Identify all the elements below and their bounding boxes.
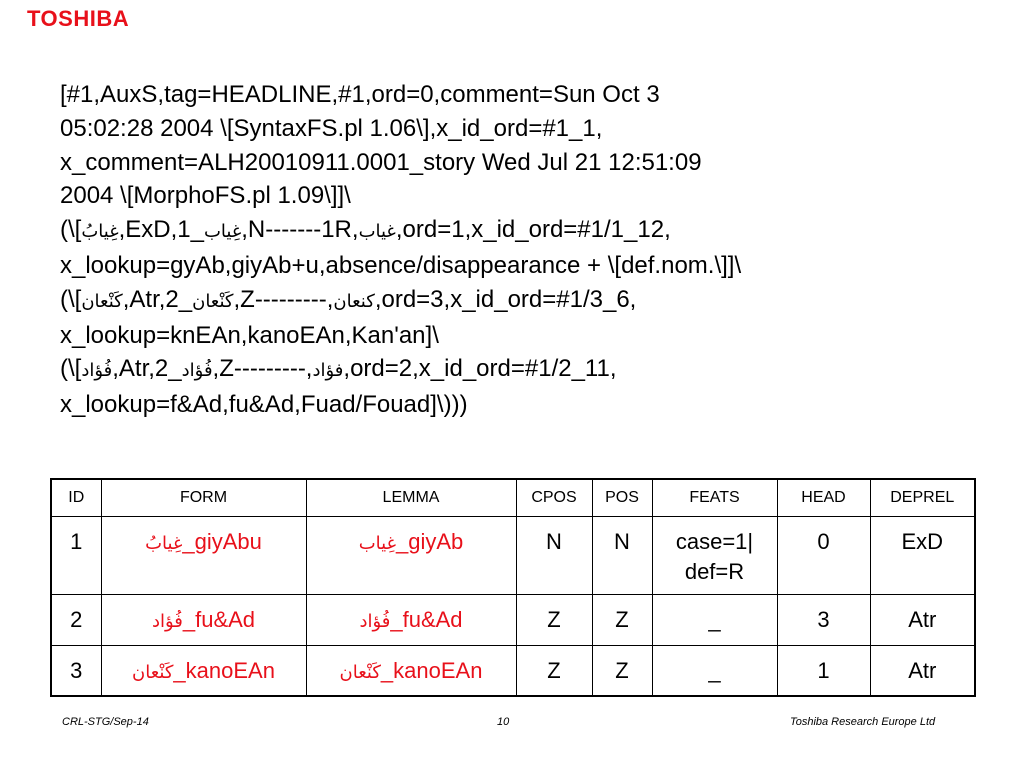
cell-head: 3 (777, 595, 870, 646)
toshiba-logo: TOSHIBA (27, 6, 130, 31)
text-fragment: ,ord=2,x_id_ord=#1/2_11, (343, 355, 617, 383)
cell-lemma (306, 646, 516, 696)
cell-id: 3 (51, 646, 101, 696)
lemma-translit: _fu&Ad (390, 607, 463, 632)
column-header: FEATS (652, 479, 777, 517)
form-translit: _fu&Ad (182, 607, 256, 632)
cell-id: 2 (51, 595, 101, 646)
cell-pos: Z (592, 595, 652, 646)
table-row (51, 646, 975, 696)
cell-deprel: ExD (870, 517, 975, 595)
text-fragment: (\[ (60, 216, 82, 244)
form-translit: _giyAbu (182, 529, 262, 554)
cell-head: 1 (777, 646, 870, 696)
cell-cpos: N (516, 517, 592, 595)
arabic-word: كَنْعان (81, 290, 123, 312)
cell-deprel: Atr (870, 595, 975, 646)
text-line: [#1,AuxS,tag=HEADLINE,#1,ord=0,comment=Sun Oct 3 (60, 81, 660, 108)
arabic-word: فؤاد (312, 360, 344, 382)
arabic-word: فُؤاد (181, 360, 213, 382)
lemma-arabic: غِياب (358, 533, 396, 554)
text-line: x_comment=ALH20010911.0001_story Wed Jul 21 12:51:09 (60, 148, 702, 176)
lemma-arabic: كَنْعان (339, 662, 381, 683)
table-row (51, 595, 975, 646)
column-header: POS (592, 479, 652, 517)
cell-lemma (306, 595, 516, 646)
column-header: ID (51, 479, 101, 517)
arabic-word: فُؤاد (81, 360, 113, 382)
lemma-translit: _giyAb (396, 529, 464, 554)
footer-company: Toshiba Research Europe Ltd (790, 716, 936, 728)
table-header-row (51, 479, 975, 517)
arabic-word: كنعان (333, 290, 375, 312)
lemma-arabic: فُؤاد (359, 611, 391, 632)
text-fragment: ,N-------1R, (241, 216, 359, 244)
text-line: 2004 \[MorphoFS.pl 1.09\]]\ (60, 182, 351, 210)
text-fragment: ,ExD,1_ (118, 216, 204, 244)
cell-feats (652, 517, 777, 595)
column-header: HEAD (777, 479, 870, 517)
table-row (51, 517, 975, 595)
cell-form (101, 517, 306, 595)
arabic-word: غِياب (203, 221, 242, 243)
cell-deprel: Atr (870, 646, 975, 696)
body-text (60, 78, 985, 422)
form-arabic: كَنْعان (132, 662, 174, 683)
cell-feats (652, 646, 777, 696)
text-line: x_lookup=knEAn,kanoEAn,Kan'an]\ (60, 321, 439, 349)
text-fragment: (\[ (60, 355, 82, 383)
text-fragment: ,Z---------, (233, 285, 334, 313)
cell-feats (652, 595, 777, 646)
cell-id: 1 (51, 517, 101, 595)
cell-pos: N (592, 517, 652, 595)
page-number: 10 (497, 716, 510, 728)
cell-cpos: Z (516, 646, 592, 696)
text-fragment: (\[ (60, 285, 82, 313)
form-translit: _kanoEAn (173, 658, 275, 683)
feats-line: case=1| (675, 529, 754, 554)
cell-head: 0 (777, 517, 870, 595)
column-header: FORM (101, 479, 306, 517)
cell-cpos: Z (516, 595, 592, 646)
feats-line: _ (708, 658, 721, 683)
text-fragment: ,ord=3,x_id_ord=#1/3_6, (374, 285, 637, 313)
text-fragment: ,ord=1,x_id_ord=#1/1_12, (395, 216, 671, 244)
text-line (60, 213, 985, 249)
text-fragment: ,Atr,2_ (112, 355, 182, 383)
feats-line: def=R (684, 559, 745, 584)
cell-lemma (306, 517, 516, 595)
cell-pos: Z (592, 646, 652, 696)
footer-date: CRL-STG/Sep-14 (62, 716, 149, 728)
text-line: x_lookup=f&Ad,fu&Ad,Fuad/Fouad]\))) (60, 391, 468, 419)
lemma-translit: _kanoEAn (380, 658, 483, 683)
text-fragment: ,Z---------, (212, 355, 313, 383)
column-header: LEMMA (306, 479, 516, 517)
cell-form (101, 595, 306, 646)
cell-form (101, 646, 306, 696)
form-arabic: فُؤاد (151, 611, 183, 632)
text-line: 05:02:28 2004 \[SyntaxFS.pl 1.06\],x_id_ord=#1_1, (60, 114, 603, 142)
arabic-word: غياب (358, 221, 396, 243)
text-line (60, 283, 985, 319)
column-header: CPOS (516, 479, 592, 517)
feats-line: _ (708, 607, 721, 632)
dependency-table (50, 478, 976, 697)
text-line: x_lookup=gyAb,giyAb+u,absence/disappearance + \[def.nom.\]]\ (60, 251, 742, 279)
column-header: DEPREL (870, 479, 975, 517)
text-line (60, 352, 985, 388)
form-arabic: غِيابُ (145, 533, 183, 554)
text-fragment: ,Atr,2_ (122, 285, 193, 313)
arabic-word: غِيابُ (81, 221, 119, 243)
arabic-word: كَنْعان (192, 290, 234, 312)
